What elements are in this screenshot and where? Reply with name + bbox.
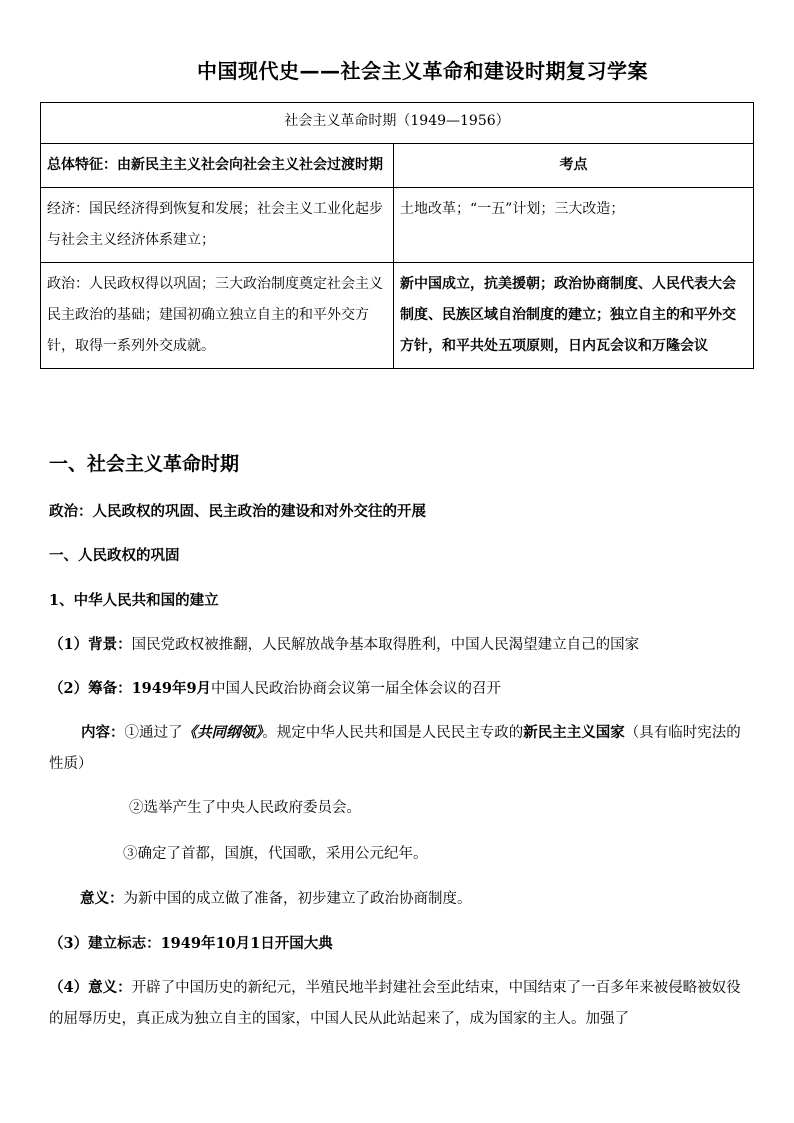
table-header-row bbox=[41, 103, 754, 144]
preparation-paragraph bbox=[49, 673, 749, 705]
significance-paragraph bbox=[49, 972, 749, 1035]
politics-cell: 政治：人民政权得以巩固；三大政治制度奠定社会主义民主政治的基础；建国初确立独立自主的和平外交方针，取得一系列外交成就。 bbox=[41, 263, 394, 369]
meaning-paragraph bbox=[80, 883, 750, 915]
significance-text: 开辟了中国历史的新纪元，半殖民地半封建社会至此结束，中国结束了一百多年来被侵略被奴役的屈辱历史，真正成为独立自主的国家，中国人民从此站起来了，成为国家的主人。加强了 bbox=[49, 980, 741, 1027]
background-text: 国民党政权被推翻，人民解放战争基本取得胜利，中国人民渴望建立自己的国家 bbox=[131, 637, 640, 653]
document-title: 中国现代史——社会主义革命和建设时期复习学案 bbox=[197, 59, 648, 83]
preparation-date: 1949年9月 bbox=[131, 680, 212, 697]
politics-points-cell: 新中国成立，抗美援朝；政治协商制度、人民代表大会制度、民族区域自治制度的建立；独立自主的和平外交方针，和平共处五项原则，日内瓦会议和万隆会议 bbox=[394, 263, 754, 369]
meaning-label: 意义： bbox=[80, 890, 124, 907]
overall-feature-cell bbox=[41, 144, 394, 188]
preparation-text: 中国人民政治协商会议第一届全体会议的召开 bbox=[211, 681, 502, 697]
content-item-2: ②选举产生了中央人民政府委员会。 bbox=[129, 800, 361, 816]
key-points-header: 考点 bbox=[394, 144, 754, 188]
summary-table bbox=[40, 102, 754, 369]
content-1e: （具有临时宪法的性质） bbox=[49, 725, 741, 772]
content-1a: ①通过了 bbox=[124, 725, 183, 741]
economy-points-cell: 土地改革；“一五”计划；三大改造； bbox=[394, 188, 754, 263]
preparation-label: （2）筹备： bbox=[49, 680, 132, 697]
overall-feature-label: 总体特征： bbox=[47, 157, 117, 173]
significance-label: （4）意义： bbox=[49, 979, 132, 996]
table-row bbox=[41, 144, 754, 188]
table-row bbox=[41, 188, 754, 263]
economy-cell: 经济：国民经济得到恢复和发展；社会主义工业化起步与社会主义经济体系建立； bbox=[41, 188, 394, 263]
background-paragraph bbox=[49, 629, 749, 661]
section-heading: 一、社会主义革命时期 bbox=[49, 453, 240, 475]
table-row bbox=[41, 263, 754, 369]
founding-paragraph: （3）建立标志：1949年10月1日开国大典 bbox=[49, 935, 333, 952]
content-label: 内容： bbox=[81, 724, 125, 741]
table-header: 社会主义革命时期（1949—1956） bbox=[41, 103, 754, 144]
content-item-3: ③确定了首都，国旗，代国歌，采用公元纪年。 bbox=[123, 846, 428, 862]
new-democracy-state: 新民主主义国家 bbox=[523, 724, 625, 741]
content-1c: 。规定中华人民共和国是人民民主专政的 bbox=[262, 725, 524, 741]
item-heading: 1、中华人民共和国的建立 bbox=[49, 592, 219, 609]
background-label: （1）背景： bbox=[49, 636, 132, 653]
meaning-text: 为新中国的成立做了准备，初步建立了政治协商制度。 bbox=[123, 891, 472, 907]
sub-sub-heading: 一、人民政权的巩固 bbox=[49, 547, 180, 564]
overall-feature-text: 由新民主主义社会向社会主义社会过渡时期 bbox=[117, 157, 383, 173]
sub-heading: 政治：人民政权的巩固、民主政治的建设和对外交往的开展 bbox=[49, 503, 426, 520]
common-program: 《共同纲领》 bbox=[182, 724, 263, 741]
content-paragraph bbox=[49, 717, 749, 780]
